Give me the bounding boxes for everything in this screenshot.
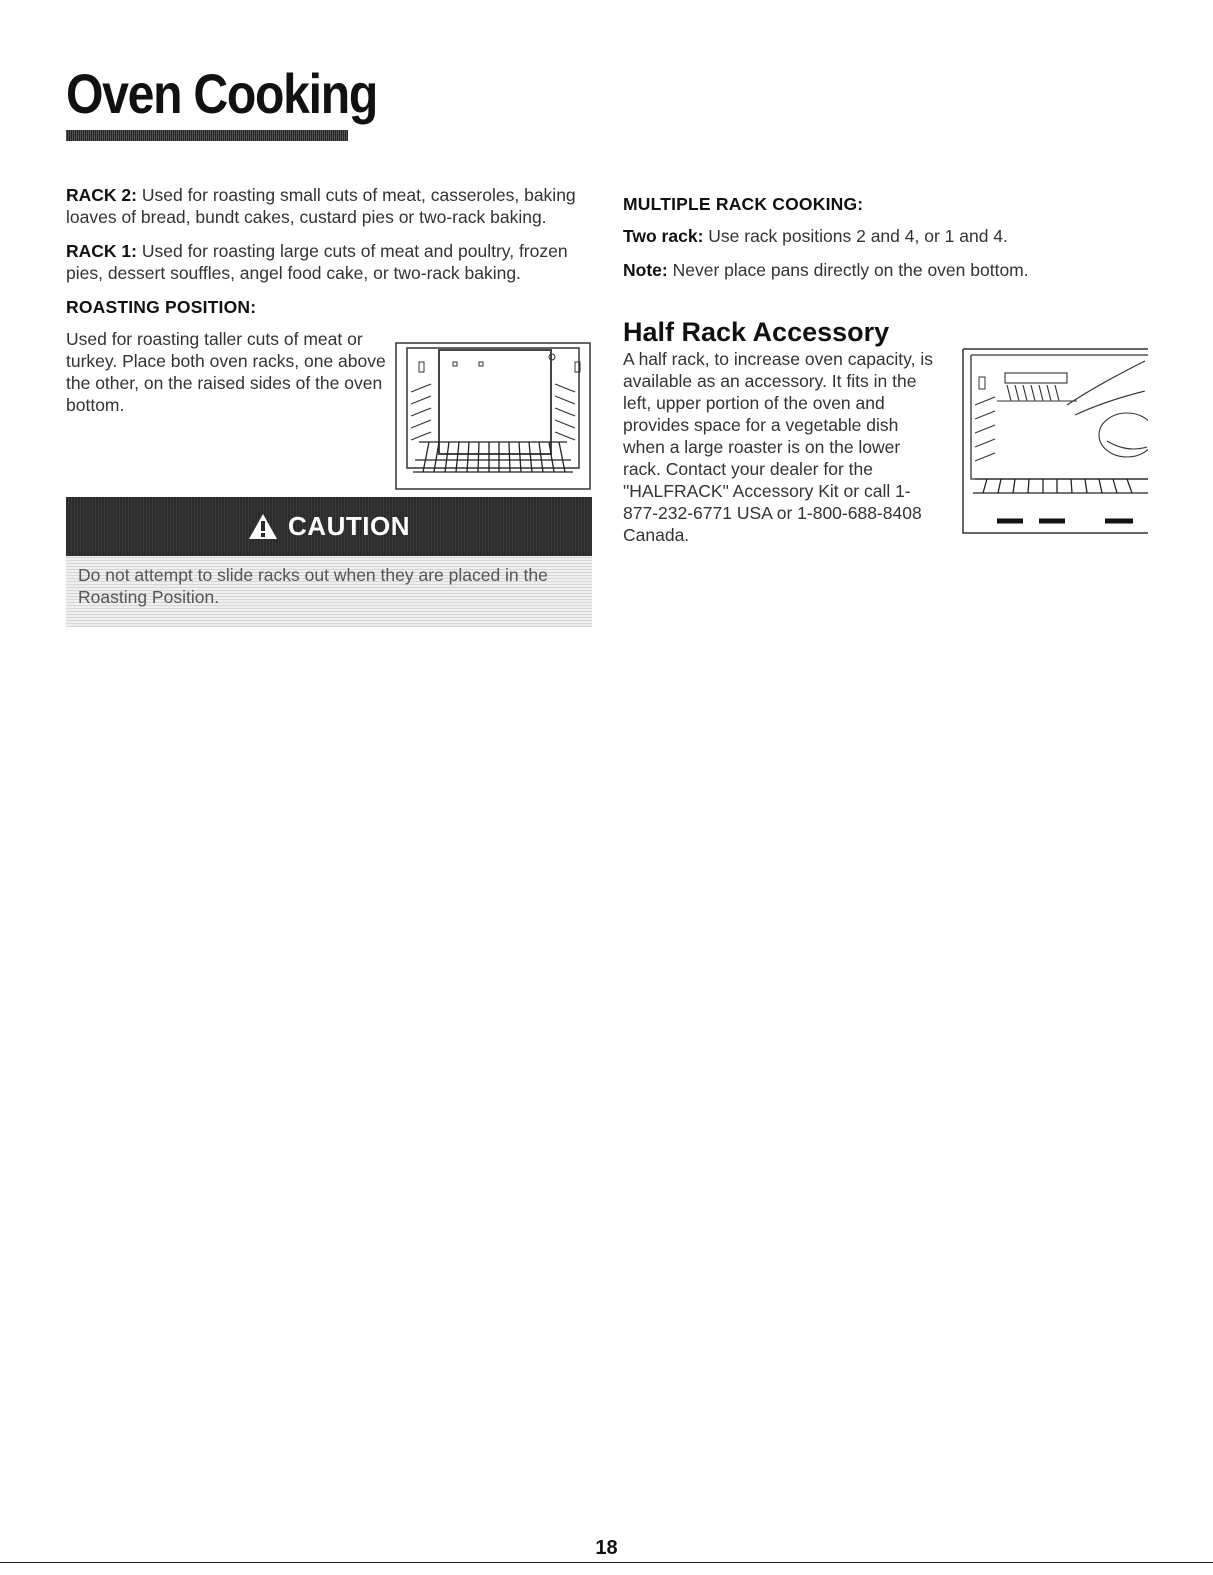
caution-text: Do not attempt to slide racks out when they are placed in the Roasting Position. (66, 556, 592, 627)
bottom-rule (0, 1562, 1213, 1563)
two-rack-label: Two rack: (623, 226, 704, 246)
rack2-paragraph (66, 184, 590, 228)
rack1-paragraph (66, 240, 590, 284)
half-rack-heading: Half Rack Accessory (623, 317, 890, 347)
half-rack-text: A half rack, to increase oven capacity, is available as an accessory. It fits in the left, upper portion of the oven and provides space for a vegetable dish when a large roaster is on the lower rack. Contact your dealer for the "HALFRACK" Accessory Kit or call 1-877-232-6771 USA or 1-800-688-8408 Canada. (623, 349, 933, 545)
roasting-position-text: Used for roasting taller cuts of meat or turkey. Place both oven racks, one above the other, on the raised sides of the oven bottom. (66, 329, 386, 415)
rack2-label: RACK 2: (66, 185, 137, 205)
right-column (623, 193, 1163, 293)
caution-header (66, 497, 592, 556)
caution-label: CAUTION (288, 511, 410, 541)
note-label: Note: (623, 260, 668, 280)
rack1-text: Used for roasting large cuts of meat and poultry, frozen pies, dessert souffles, angel food cake, or two-rack baking. (66, 241, 568, 283)
rack2-text: Used for roasting small cuts of meat, casseroles, baking loaves of bread, bundt cakes, custard pies or two-rack baking. (66, 185, 576, 227)
page-number: 18 (595, 1537, 618, 1559)
title-underline-bar (66, 130, 348, 141)
roasting-position-illustration (395, 342, 591, 490)
caution-box (66, 497, 592, 627)
rack1-label: RACK 1: (66, 241, 137, 261)
roasting-position-heading: ROASTING POSITION: (66, 297, 257, 317)
multiple-rack-heading: MULTIPLE RACK COOKING: (623, 194, 864, 214)
two-rack-paragraph (623, 225, 1163, 247)
warning-triangle-icon (248, 513, 278, 540)
two-rack-text: Use rack positions 2 and 4, or 1 and 4. (708, 226, 1008, 246)
half-rack-illustration (957, 345, 1148, 537)
page-title: Oven Cooking (66, 62, 377, 125)
note-paragraph (623, 259, 1163, 281)
note-text: Never place pans directly on the oven bottom. (672, 260, 1029, 280)
